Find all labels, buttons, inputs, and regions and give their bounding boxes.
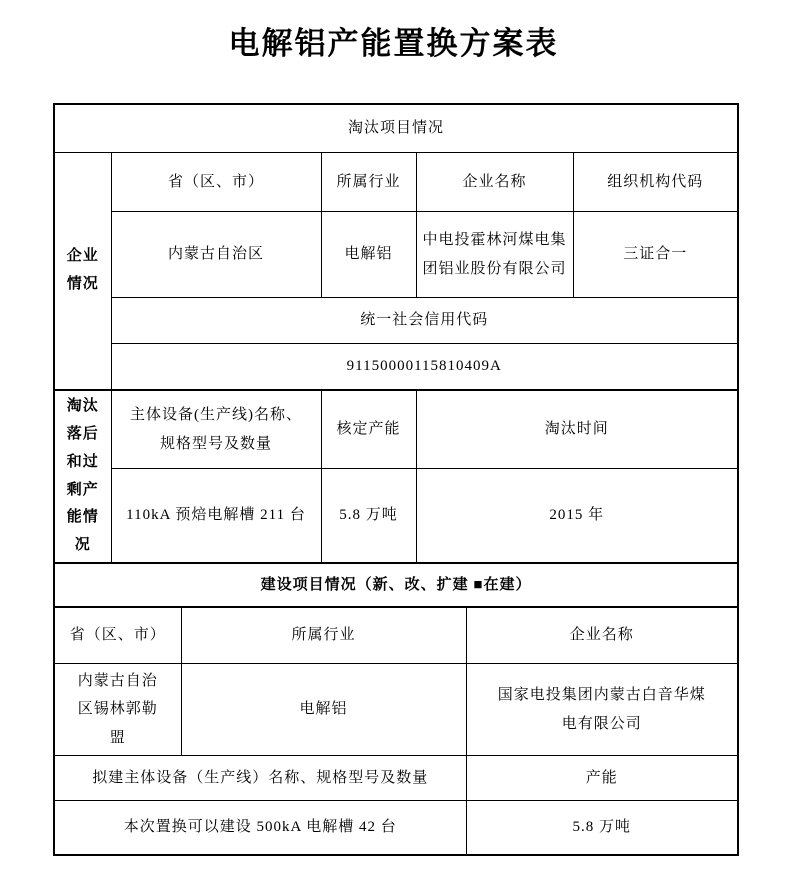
table-row [54, 298, 738, 344]
value-company-name-text: 中电投霍林河煤电集团铝业股份有限公司 [422, 232, 567, 277]
value-construction-industry: 电解铝 [181, 664, 466, 756]
table-row [54, 104, 738, 153]
header-approved-capacity: 核定产能 [321, 390, 416, 469]
table-row [54, 390, 738, 469]
header-construction-company: 企业名称 [466, 607, 738, 664]
page-title: 电解铝产能置换方案表 [228, 26, 559, 62]
eliminated-section-title: 淘汰项目情况 [54, 104, 738, 153]
value-construction-province [54, 664, 181, 756]
header-construction-industry: 所属行业 [181, 607, 466, 664]
header-planned-equipment: 拟建主体设备（生产线）名称、规格型号及数量 [54, 756, 466, 801]
header-province: 省（区、市） [111, 153, 321, 212]
value-org-code: 三证合一 [573, 212, 738, 298]
construction-section-title: 建设项目情况（新、改、扩建 ■在建） [54, 563, 738, 607]
obsolete-capacity-label [54, 390, 111, 563]
value-construction-province-text: 内蒙古自治区锡林郭勒盟 [77, 672, 158, 746]
value-construction-company-text: 国家电投集团内蒙古白音华煤电有限公司 [497, 687, 706, 732]
table-row [54, 664, 738, 756]
header-main-equipment-text: 主体设备(生产线)名称、规格型号及数量 [130, 407, 302, 452]
enterprise-info-label [54, 153, 111, 391]
header-industry: 所属行业 [321, 153, 416, 212]
value-approved-capacity: 5.8 万吨 [321, 469, 416, 564]
header-elimination-time: 淘汰时间 [416, 390, 738, 469]
value-capacity: 5.8 万吨 [466, 801, 738, 856]
header-company-name: 企业名称 [416, 153, 573, 212]
header-construction-province: 省（区、市） [54, 607, 181, 664]
capacity-replacement-table [53, 103, 739, 856]
obsolete-capacity-label-text: 淘汰落后和过剩产能情况 [66, 398, 99, 553]
header-main-equipment [111, 390, 321, 469]
table-row [54, 756, 738, 801]
table-row [54, 563, 738, 607]
table-row [54, 344, 738, 391]
table-row [54, 607, 738, 664]
table-row [54, 212, 738, 298]
enterprise-info-label-text: 企业情况 [66, 248, 99, 292]
value-company-name [416, 212, 573, 298]
value-elimination-time: 2015 年 [416, 469, 738, 564]
credit-code-value: 91150000115810409A [111, 344, 738, 391]
header-org-code: 组织机构代码 [573, 153, 738, 212]
header-capacity: 产能 [466, 756, 738, 801]
value-construction-company [466, 664, 738, 756]
value-province: 内蒙古自治区 [111, 212, 321, 298]
table-row [54, 153, 738, 212]
table-row [54, 469, 738, 564]
value-industry: 电解铝 [321, 212, 416, 298]
table-row [54, 801, 738, 856]
value-main-equipment: 110kA 预焙电解槽 211 台 [111, 469, 321, 564]
value-planned-equipment: 本次置换可以建设 500kA 电解槽 42 台 [54, 801, 466, 856]
credit-code-label: 统一社会信用代码 [111, 298, 738, 344]
